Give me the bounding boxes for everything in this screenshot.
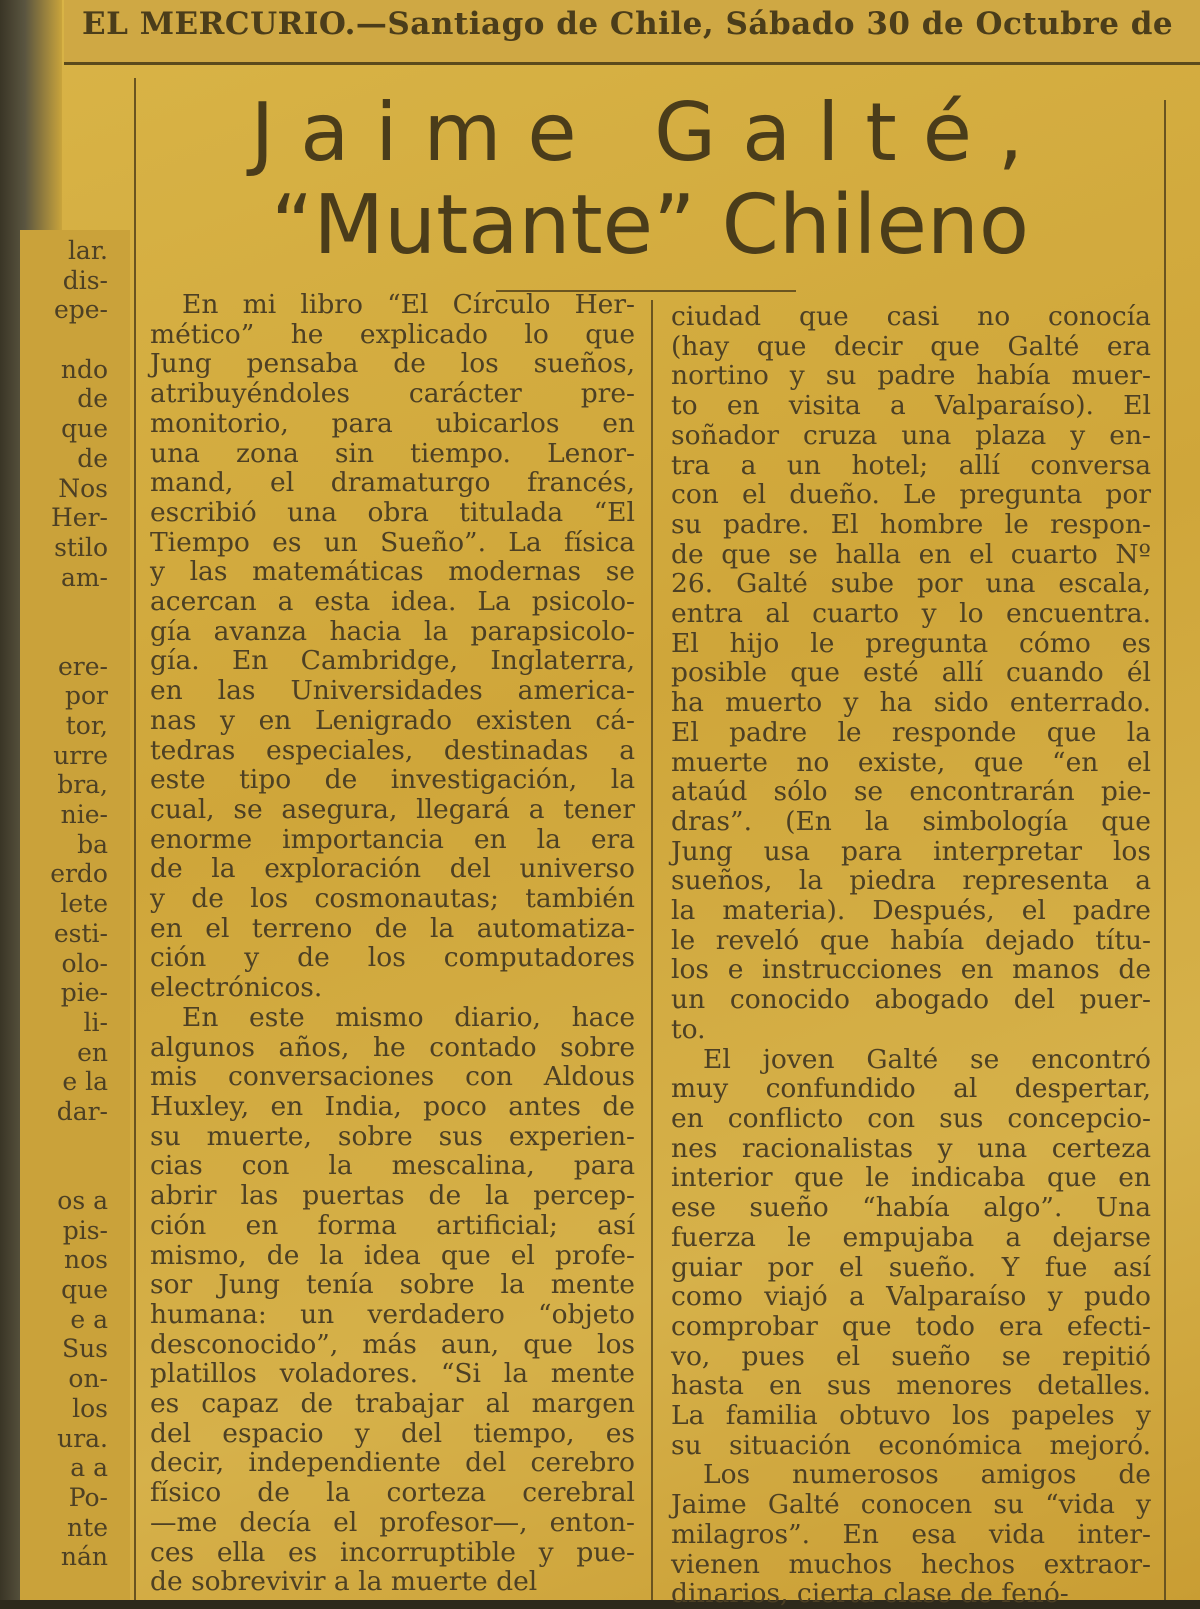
article-text-line: (hay que decir que Galté era	[671, 330, 1151, 362]
article-text-line: Jung usa para interpretar los	[671, 835, 1151, 867]
article-text-line: interior que le indicaba que en	[671, 1162, 1151, 1194]
article-text-line: los e instrucciones en manos de	[671, 954, 1151, 986]
article-text-line: soñador cruza una plaza y en-	[671, 419, 1151, 451]
fragment-text-line: que	[61, 1275, 108, 1305]
article-title-line2: “Mutante” Chileno	[270, 178, 1030, 273]
fragment-text-line: dis-	[62, 265, 108, 295]
fragment-text-line: olo-	[61, 948, 108, 978]
article-text-line: un conocido abogado del puer-	[671, 984, 1151, 1016]
fragment-text-line	[20, 622, 108, 652]
article-text-line: ción en forma artificial; así	[150, 1209, 635, 1241]
article-text-line: Los numerosos amigos de	[703, 1459, 1151, 1491]
fragment-text-line: Nos	[58, 473, 108, 503]
article-text-line: mismo, de la idea que el profe-	[150, 1239, 635, 1271]
article-text-line: Jung pensaba de los sueños,	[150, 348, 635, 380]
fragment-text-line: por	[64, 681, 108, 711]
article-text-line: comprobar que todo era efecti-	[671, 1310, 1151, 1342]
fragment-text-line: nte	[67, 1512, 108, 1542]
fragment-text-line: a a	[70, 1453, 108, 1483]
fragment-text-line: epe-	[53, 295, 108, 325]
article-text-line: monitorio, para ubicarlos en	[150, 407, 635, 439]
fragment-text-line: ere-	[58, 651, 108, 681]
left-column-rule	[134, 78, 136, 1600]
article-text-line: vo, pues el sueño se repitió	[671, 1340, 1151, 1372]
article-text-line: —me decía el profesor—, enton-	[150, 1506, 635, 1538]
article-text-line: le reveló que había dejado títu-	[671, 924, 1151, 956]
article-text-line: mético” he explicado lo que	[150, 318, 635, 350]
fragment-text-line	[20, 1127, 108, 1157]
fragment-text-line: dar-	[56, 1096, 108, 1126]
fragment-text-line: lete	[60, 889, 108, 919]
article-text-line: cias con la mescalina, para	[150, 1150, 635, 1182]
article-text-line: tedras especiales, destinadas a	[150, 734, 635, 766]
fragment-text-line: am-	[60, 562, 108, 592]
article-text-line: 26. Galté sube por una escala,	[671, 568, 1151, 600]
article-text-line: desconocido”, más aun, que los	[150, 1328, 635, 1360]
fragment-text-line: stilo	[54, 532, 108, 562]
article-text-line: dras”. (En la simbología que	[671, 805, 1151, 837]
article-text-line: nortino y su padre había muer-	[671, 360, 1151, 392]
fragment-text-line: Po-	[68, 1482, 108, 1512]
article-text-line: en las Universidades america-	[150, 675, 635, 707]
article-text-line: en el terreno de la automatiza-	[150, 912, 635, 944]
article-text-line: platillos voladores. “Si la mente	[150, 1358, 635, 1390]
fragment-text-line: en	[77, 1037, 108, 1067]
fragment-text-line: esti-	[53, 918, 108, 948]
article-text-line: gía avanza hacia la parapsicolo-	[150, 615, 635, 647]
article-text-line: atribuyéndoles carácter pre-	[150, 378, 635, 410]
fragment-text-line	[20, 1156, 108, 1186]
fragment-text-line: pie-	[60, 978, 108, 1008]
fragment-text-line	[20, 325, 108, 355]
fragment-text-line: que	[61, 414, 108, 444]
article-text-line: entra al cuarto y lo encuentra.	[671, 598, 1151, 630]
fragment-text-line: de	[77, 443, 108, 473]
article-text-line: ese sueño “había algo”. Una	[671, 1192, 1151, 1224]
article-column-2	[671, 302, 1151, 1609]
article-text-line: En mi libro “El Círculo Her-	[182, 289, 635, 320]
article-text-line: mis conversaciones con Aldous	[150, 1061, 635, 1093]
center-column-rule	[651, 300, 653, 1600]
article-text-line: decir, independiente del cerebro	[150, 1447, 635, 1479]
fragment-text-line: Sus	[61, 1334, 108, 1364]
right-column-rule	[1164, 100, 1166, 1600]
article-text-line: ciudad que casi no conocía	[671, 301, 1151, 332]
fragment-text-line: lar.	[67, 236, 108, 265]
article-text-line: gía. En Cambridge, Inglaterra,	[150, 645, 635, 677]
fragment-text-line: nie-	[60, 800, 108, 830]
article-text-line: Jaime Galté conocen su “vida y	[671, 1489, 1151, 1521]
article-text-line: posible que esté allí cuando él	[671, 657, 1151, 689]
article-text-line: vienen muchos hechos extraor-	[671, 1548, 1151, 1580]
fragment-text-line: on-	[68, 1364, 108, 1394]
article-text-line: to en visita a Valparaíso). El	[671, 390, 1151, 422]
header-dateline: EL MERCURIO.—Santiago de Chile, Sábado 30 de Octubre de	[82, 6, 1174, 42]
article-text-line: Tiempo es un Sueño”. La física	[150, 526, 635, 558]
article-text-line: y las matemáticas modernas se	[150, 556, 635, 588]
article-text-line: es capaz de trabajar al margen	[150, 1388, 635, 1420]
article-text-line: El joven Galté se encontró	[703, 1043, 1151, 1075]
article-text-line: y de los cosmonautas; también	[150, 883, 635, 915]
article-text-line: electrónicos.	[150, 972, 323, 1004]
article-text-line: tra a un hotel; allí conversa	[671, 449, 1151, 481]
article-text-line: escribió una obra titulada “El	[150, 496, 635, 528]
article-text-line: cual, se asegura, llegará a tener	[150, 793, 635, 825]
article-text-line: nas y en Lenigrado existen cá-	[150, 704, 635, 736]
fragment-text-line: os a	[57, 1186, 108, 1215]
article-text-line: este tipo de investigación, la	[150, 764, 635, 796]
article-text-line: de sobrevivir a la muerte del	[150, 1566, 538, 1598]
article-text-line: muerte no existe, que “en el	[671, 746, 1151, 778]
article-text-line: acercan a esta idea. La psicolo-	[150, 586, 635, 618]
article-text-line: la materia). Después, el padre	[671, 895, 1151, 927]
fragment-text-line: Her-	[51, 503, 108, 533]
article-text-line: físico de la corteza cerebral	[150, 1477, 635, 1509]
article-text-line: En este mismo diario, hace	[182, 1001, 635, 1033]
article-text-line: hasta en sus menores detalles.	[671, 1370, 1151, 1402]
fragment-text-line: li-	[83, 1007, 108, 1037]
article-text-line: su padre. El hombre le respon-	[671, 508, 1151, 540]
fragment-text-line: e la	[62, 1067, 108, 1097]
article-title-line1: Jaime Galté,	[250, 86, 1050, 179]
fragment-text-line: tor,	[65, 711, 108, 740]
article-text-line: to.	[671, 1013, 706, 1045]
article-text-line: abrir las puertas de la percep-	[150, 1180, 635, 1212]
article-text-line: ataúd sólo se encontrarán pie-	[671, 776, 1151, 808]
fragment-text-line: bra,	[57, 770, 108, 800]
article-text-line: su muerte, sobre sus experien-	[150, 1120, 635, 1152]
article-column-1	[150, 290, 635, 1597]
article-text-line: enorme importancia en la era	[150, 823, 635, 855]
fragment-text-line: erdo	[50, 859, 108, 889]
article-text-line: mand, el dramaturgo francés,	[150, 467, 635, 499]
article-text-line: milagros”. En esa vida inter-	[671, 1518, 1151, 1550]
fragment-text-line: nos	[64, 1245, 108, 1275]
article-text-line: en conflicto con sus concepcio-	[671, 1102, 1151, 1134]
fragment-text-line	[20, 592, 108, 622]
article-text-line: La familia obtuvo los papeles y	[671, 1400, 1151, 1432]
adjacent-column-text	[20, 236, 108, 1572]
article-text-line: de que se halla en el cuarto Nº	[671, 538, 1151, 570]
article-text-line: muy confundido al despertar,	[671, 1073, 1151, 1105]
article-text-line: ces ella es incorruptible y pue-	[150, 1536, 635, 1568]
article-text-line: con el dueño. Le pregunta por	[671, 479, 1151, 511]
article-text-line: ción y de los computadores	[150, 942, 635, 974]
fragment-text-line: urre	[53, 740, 108, 770]
article-text-line: ha muerto y ha sido enterrado.	[671, 687, 1151, 719]
fragment-text-line: ba	[77, 829, 108, 859]
article-text-line: Huxley, en India, poco antes de	[150, 1090, 635, 1122]
article-text-line: dinarios, cierta clase de fenó-	[671, 1578, 1069, 1609]
fragment-text-line: pis-	[62, 1215, 108, 1245]
fragment-text-line: e a	[70, 1304, 108, 1334]
article-text-line: sor Jung tenía sobre la mente	[150, 1269, 635, 1301]
fragment-text-line: los	[72, 1393, 108, 1423]
article-text-line: del espacio y del tiempo, es	[150, 1417, 635, 1449]
fragment-text-line: de	[77, 384, 108, 414]
article-text-line: fuerza le empujaba a dejarse	[671, 1221, 1151, 1253]
article-text-line: algunos años, he contado sobre	[150, 1031, 635, 1063]
article-text-line: El hijo le pregunta cómo es	[671, 627, 1151, 659]
article-text-line: sueños, la piedra representa a	[671, 865, 1151, 897]
fragment-text-line: nán	[60, 1542, 108, 1572]
article-text-line: El padre le responde que la	[671, 716, 1151, 748]
article-text-line: humana: un verdadero “objeto	[150, 1298, 635, 1330]
article-text-line: guiar por el sueño. Y fue así	[671, 1251, 1151, 1283]
article-text-line: nes racionalistas y una certeza	[671, 1132, 1151, 1164]
article-text-line: su situación económica mejoró.	[671, 1429, 1151, 1461]
fragment-text-line: ndo	[60, 354, 108, 384]
newspaper-header	[64, 0, 1200, 65]
article-text-line: una zona sin tiempo. Lenor-	[150, 437, 635, 469]
article-text-line: de la exploración del universo	[150, 853, 635, 885]
fragment-text-line: ura.	[57, 1423, 108, 1453]
article-text-line: como viajó a Valparaíso y pudo	[671, 1281, 1151, 1313]
